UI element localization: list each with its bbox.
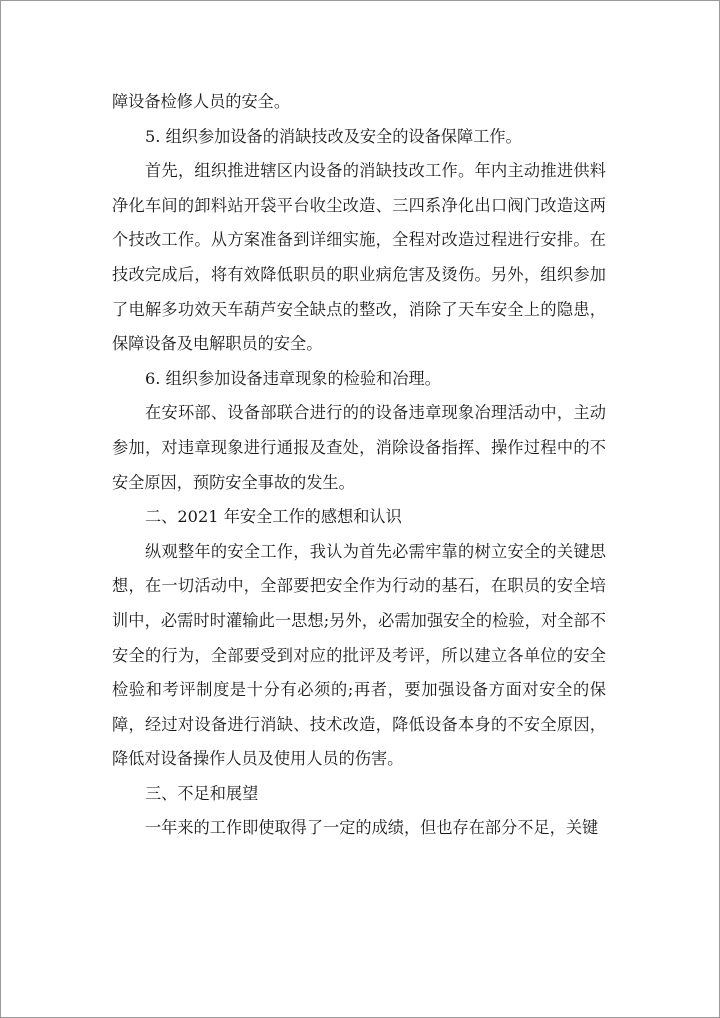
- paragraph-continuation: 障设备检修人员的安全。: [112, 92, 291, 111]
- document-body: [112, 85, 606, 846]
- section-2-heading: 二、2021 年安全工作的感想和认识: [145, 507, 402, 527]
- item-5-heading: 5. 组织参加设备的消缺技改及安全的设备保障工作。: [145, 126, 522, 146]
- paragraph-item-6-body: 在安环部、设备部联合进行的的设备违章现象冶理活动中，主动参加，对违章现象进行通报及查处，消除设备指挥、操作过程中的不安全原因，预防安全事故的发生。: [112, 403, 606, 492]
- section-3-heading: 三、不足和展望: [145, 783, 259, 803]
- item-6-heading: 6. 组织参加设备违章现象的检验和冶理。: [145, 368, 441, 388]
- paragraph-item-5-body: 首先，组织推进辖区内设备的消缺技改工作。年内主动推进供料净化车间的卸料站开袋平台收尘改造、三四系净化出口阀门改造这两个技改工作。从方案准备到详细实施，全程对改造过程进行安排。在技改完成后，将有效降低职员的职业病危害及烫伤。另外，组织参加了电解多功效天车葫芦安全缺点的整改，消除了天车安全上的隐患，保障设备及电解职员的安全。: [112, 161, 606, 354]
- paragraph-section-3-body: 一年来的工作即使取得了一定的成绩，但也存在部分不足，关键: [145, 818, 599, 838]
- paragraph-section-2-body: 纵观整年的安全工作，我认为首先必需牢靠的树立安全的关键思想，在一切活动中，全部要把安全作为行动的基石，在职员的安全培训中，必需时时灌输此一思想;另外，必需加强安全的检验，对全部不安全的行为，全部要受到对应的批评及考评，所以建立各单位的安全检验和考评制度是十分有必须的;再者，要加强设备方面对安全的保障，经过对设备进行消缺、技术改造，降低设备本身的不安全原因，降低对设备操作人员及使用人员的伤害。: [112, 541, 606, 769]
